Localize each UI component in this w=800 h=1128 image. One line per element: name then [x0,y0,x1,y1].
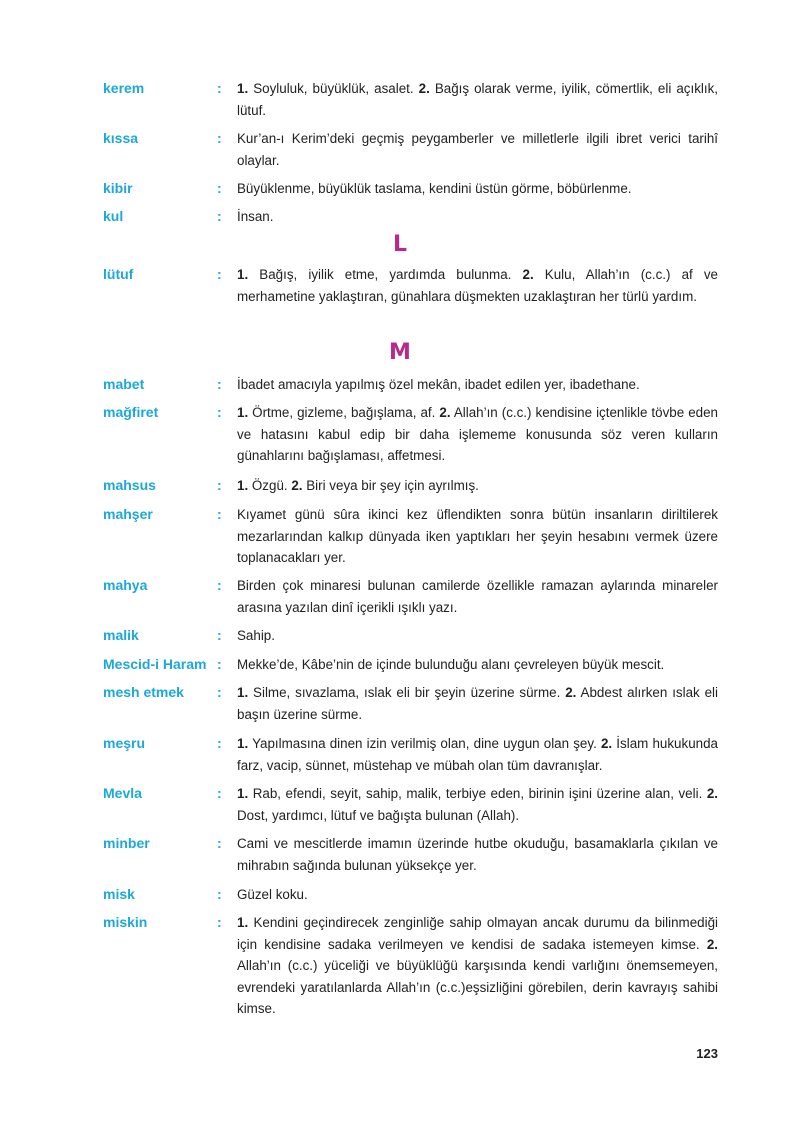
entry-definition: 1. Özgü. 2. Biri veya bir şey için ayrılmış. [237,478,479,493]
entry-colon: : [217,627,222,643]
entry-term: miskin [103,914,148,930]
entry-colon: : [217,785,222,801]
section-letter-m: M [389,340,411,365]
entry-colon: : [217,130,222,146]
entry-colon: : [217,80,222,96]
entry-definition: İbadet amacıyla yapılmış özel mekân, ibadet edilen yer, ibadethane. [237,377,640,392]
page-number: 123 [696,1046,718,1061]
entry-definition: Kur’an-ı Kerim’deki geçmiş peygamberler ve milletlerle ilgili ibret verici tarihî olaylar. [237,131,718,168]
entry-term: kibir [103,180,133,196]
entry-colon: : [217,266,222,282]
entry-term: kerem [103,80,145,96]
entry-definition: Mekke’de, Kâbe’nin de içinde bulunduğu alanı çevreleyen büyük mescit. [237,657,665,672]
entry-colon: : [217,577,222,593]
entry-definition: Güzel koku. [237,887,308,902]
entry-definition: 1. Rab, efendi, seyit, sahip, malik, terbiye eden, birinin işini üzerine alan, veli. 2. Dost, yardımcı, lütuf ve bağışta bulunan (Allah). [237,786,718,823]
entry-colon: : [217,886,222,902]
entry-colon: : [217,477,222,493]
entry-term: misk [103,886,135,902]
entry-term: kul [103,208,124,224]
entry-definition: Büyüklenme, büyüklük taslama, kendini üstün görme, böbürlenme. [237,181,632,196]
entry-definition: İnsan. [237,209,274,224]
entry-colon: : [217,735,222,751]
entry-colon: : [217,835,222,851]
entry-term: mahşer [103,506,153,522]
entry-term: mesh etmek [103,684,184,700]
entry-definition: 1. Örtme, gizleme, bağışlama, af. 2. Allah’ın (c.c.) kendisine içtenlikle tövbe eden ve hatasını kabul edip bir daha işlememe konusunda söz veren kulların günahlarını bağışlaması, affetmesi. [237,405,718,463]
entry-term: mağfiret [103,404,159,420]
entry-colon: : [217,404,222,420]
entry-colon: : [217,376,222,392]
entry-term: mahya [103,577,148,593]
entry-definition: Sahip. [237,628,275,643]
entry-term: malik [103,627,139,643]
entry-term: meşru [103,735,146,751]
entry-definition: 1. Soyluluk, büyüklük, asalet. 2. Bağış olarak verme, iyilik, cömertlik, eli açıklık, lütuf. [237,81,718,118]
entry-definition: 1. Silme, sıvazlama, ıslak eli bir şeyin üzerine sürme. 2. Abdest alırken ıslak eli başın üzerine sürme. [237,685,719,722]
entry-colon: : [217,914,222,930]
entry-term: mabet [103,376,145,392]
entry-definition: 1. Yapılmasına dinen izin verilmiş olan, dine uygun olan şey. 2. İslam hukukunda farz, vacip, sünnet, müstehap ve mübah olan tüm davranışlar. [237,736,718,773]
entry-colon: : [217,506,222,522]
entry-colon: : [217,656,222,672]
entry-definition: 1. Kendini geçindirecek zenginliğe sahip olmayan ancak durumu da bilinmediği için kendisine sadaka verilmeyen ve kendisi de sadaka istemeyen kimse. 2. Allah’ın (c.c.) yüceliği ve büyüklüğü karşısında kendi varlığını önemsemeyen, evrendeki yaratılanlarda Allah’ın (c.c.)eşsizliğini görebilen, derin kavrayış sahibi kimse. [237,915,718,1016]
entry-definition: Cami ve mescitlerde imamın üzerinde hutbe okuduğu, basamaklarla çıkılan ve mihrabın sağında bulunan yüksekçe yer. [237,836,718,873]
entry-colon: : [217,684,222,700]
entry-term: kıssa [103,130,139,146]
entry-term: mahsus [103,477,156,493]
entry-colon: : [217,208,222,224]
entry-term: lütuf [103,266,134,282]
entry-definition: Birden çok minaresi bulunan camilerde özellikle ramazan aylarında minareler arasına yazılan dinî içerikli ışıklı yazı. [237,578,718,615]
entry-definition: Kıyamet günü sûra ikinci kez üflendikten sonra bütün insanların diriltilerek mezarlarından kalkıp dünyada iken yaptıkları her şeyin hesabını vermek üzere toplanacakları yer. [237,507,718,565]
entry-term: minber [103,835,150,851]
entry-term: Mescid-i Haram [103,656,207,672]
entry-term: Mevla [103,785,142,801]
entry-colon: : [217,180,222,196]
section-letter-l: L [392,232,408,257]
entry-definition: 1. Bağış, iyilik etme, yardımda bulunma. 2. Kulu, Allah’ın (c.c.) af ve merhametine yaklaştıran, günahlara düşmekten uzaklaştıran her türlü yardım. [237,267,718,304]
